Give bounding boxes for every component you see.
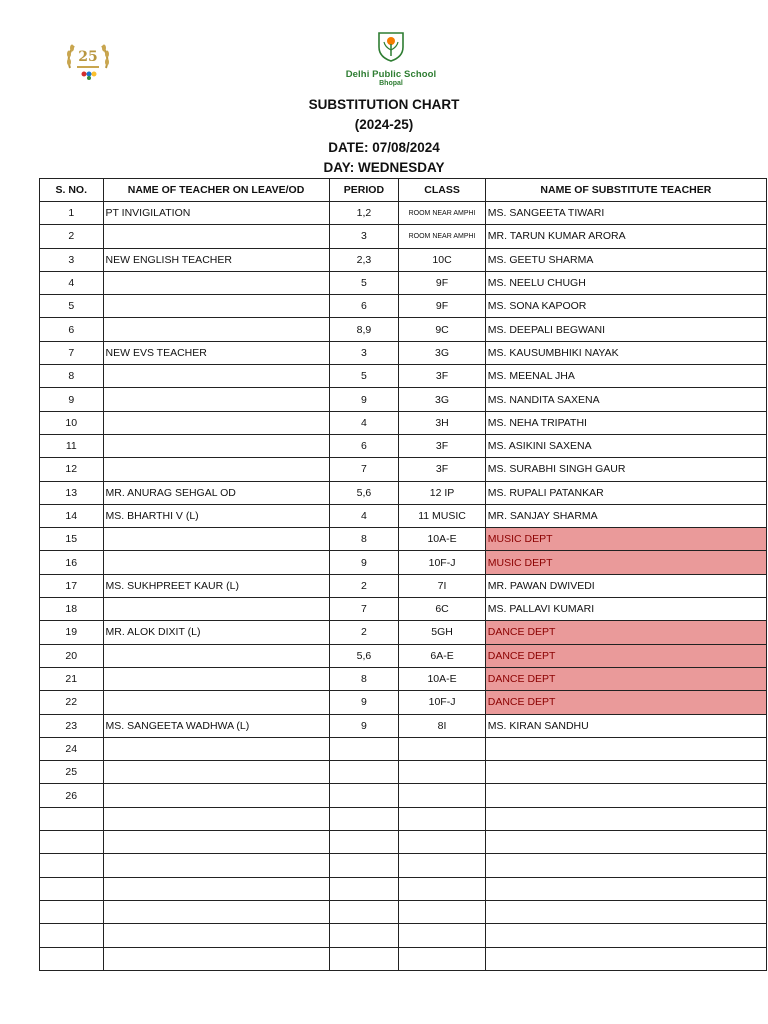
serial-number-cell: 6 [40, 318, 104, 341]
column-header: CLASS [399, 179, 485, 202]
substitute-teacher-cell [485, 807, 766, 830]
class-cell: 10F-J [399, 551, 485, 574]
class-cell [399, 784, 485, 807]
serial-number-cell [40, 877, 104, 900]
teacher-on-leave-cell [103, 737, 329, 760]
teacher-on-leave-cell [103, 225, 329, 248]
teacher-on-leave-cell [103, 411, 329, 434]
substitute-teacher-cell: DANCE DEPT [485, 667, 766, 690]
period-cell: 6 [329, 295, 399, 318]
class-cell: 12 IP [399, 481, 485, 504]
day-label: DAY: WEDNESDAY [323, 160, 445, 175]
period-cell: 4 [329, 411, 399, 434]
table-row [40, 737, 767, 760]
class-cell [399, 924, 485, 947]
class-cell: 3G [399, 341, 485, 364]
teacher-on-leave-cell [103, 644, 329, 667]
class-cell: 10F-J [399, 691, 485, 714]
teacher-on-leave-cell: MS. SUKHPREET KAUR (L) [103, 574, 329, 597]
serial-number-cell: 8 [40, 365, 104, 388]
substitute-teacher-cell: MR. PAWAN DWIVEDI [485, 574, 766, 597]
table-row [40, 691, 767, 714]
period-cell [329, 924, 399, 947]
teacher-on-leave-cell [103, 434, 329, 457]
table-row [40, 714, 767, 737]
class-cell [399, 947, 485, 970]
period-cell: 5 [329, 365, 399, 388]
class-cell: 9F [399, 271, 485, 294]
substitute-teacher-cell [485, 831, 766, 854]
period-cell: 3 [329, 225, 399, 248]
substitute-teacher-cell [485, 947, 766, 970]
substitute-teacher-cell: MS. KIRAN SANDHU [485, 714, 766, 737]
period-cell: 3 [329, 341, 399, 364]
period-cell: 9 [329, 714, 399, 737]
class-cell: ROOM NEAR AMPHI [399, 202, 485, 225]
table-row [40, 784, 767, 807]
teacher-on-leave-cell [103, 318, 329, 341]
class-cell: 9F [399, 295, 485, 318]
serial-number-cell [40, 854, 104, 877]
period-cell: 7 [329, 598, 399, 621]
serial-number-cell: 25 [40, 761, 104, 784]
serial-number-cell: 5 [40, 295, 104, 318]
period-cell [329, 761, 399, 784]
serial-number-cell: 4 [40, 271, 104, 294]
table-row [40, 341, 767, 364]
chart-title: SUBSTITUTION CHART [308, 97, 460, 112]
table-row [40, 574, 767, 597]
period-cell [329, 737, 399, 760]
period-cell [329, 900, 399, 923]
serial-number-cell: 11 [40, 434, 104, 457]
table-row [40, 831, 767, 854]
substitute-teacher-cell: MS. NANDITA SAXENA [485, 388, 766, 411]
table-row [40, 458, 767, 481]
substitute-teacher-cell [485, 761, 766, 784]
table-row [40, 761, 767, 784]
table-row [40, 295, 767, 318]
class-cell: 3F [399, 458, 485, 481]
class-cell: 3H [399, 411, 485, 434]
column-header: NAME OF TEACHER ON LEAVE/OD [103, 179, 329, 202]
substitute-teacher-cell: MS. RUPALI PATANKAR [485, 481, 766, 504]
table-row [40, 434, 767, 457]
serial-number-cell: 1 [40, 202, 104, 225]
table-row [40, 807, 767, 830]
table-row [40, 388, 767, 411]
teacher-on-leave-cell [103, 295, 329, 318]
period-cell: 4 [329, 504, 399, 527]
teacher-on-leave-cell [103, 924, 329, 947]
serial-number-cell: 26 [40, 784, 104, 807]
table-row [40, 667, 767, 690]
serial-number-cell: 23 [40, 714, 104, 737]
serial-number-cell: 21 [40, 667, 104, 690]
teacher-on-leave-cell: NEW EVS TEACHER [103, 341, 329, 364]
serial-number-cell: 15 [40, 528, 104, 551]
serial-number-cell: 13 [40, 481, 104, 504]
period-cell [329, 854, 399, 877]
teacher-on-leave-cell [103, 691, 329, 714]
class-cell: 6A-E [399, 644, 485, 667]
substitute-teacher-cell: MS. DEEPALI BEGWANI [485, 318, 766, 341]
substitute-teacher-cell [485, 737, 766, 760]
table-body [40, 202, 767, 971]
teacher-on-leave-cell: NEW ENGLISH TEACHER [103, 248, 329, 271]
substitute-teacher-cell: MS. SONA KAPOOR [485, 295, 766, 318]
table-row [40, 271, 767, 294]
class-cell [399, 900, 485, 923]
substitute-teacher-cell [485, 900, 766, 923]
serial-number-cell: 2 [40, 225, 104, 248]
teacher-on-leave-cell [103, 900, 329, 923]
table-row [40, 528, 767, 551]
class-cell: 11 MUSIC [399, 504, 485, 527]
class-cell: ROOM NEAR AMPHI [399, 225, 485, 248]
period-cell [329, 877, 399, 900]
teacher-on-leave-cell [103, 365, 329, 388]
teacher-on-leave-cell [103, 807, 329, 830]
substitute-teacher-cell: MUSIC DEPT [485, 528, 766, 551]
teacher-on-leave-cell [103, 761, 329, 784]
class-cell: 10A-E [399, 528, 485, 551]
teacher-on-leave-cell: MS. SANGEETA WADHWA (L) [103, 714, 329, 737]
period-cell [329, 831, 399, 854]
serial-number-cell: 3 [40, 248, 104, 271]
column-header: PERIOD [329, 179, 399, 202]
serial-number-cell: 22 [40, 691, 104, 714]
class-cell: 8I [399, 714, 485, 737]
anniversary-logo [60, 38, 116, 84]
serial-number-cell: 19 [40, 621, 104, 644]
teacher-on-leave-cell [103, 877, 329, 900]
table-row [40, 877, 767, 900]
table-row [40, 551, 767, 574]
class-cell: 6C [399, 598, 485, 621]
serial-number-cell: 18 [40, 598, 104, 621]
substitute-teacher-cell: MS. MEENAL JHA [485, 365, 766, 388]
school-city: Bhopal [379, 80, 403, 87]
period-cell: 9 [329, 388, 399, 411]
date-label: DATE: 07/08/2024 [328, 140, 440, 155]
class-cell: 10C [399, 248, 485, 271]
period-cell: 7 [329, 458, 399, 481]
class-cell [399, 831, 485, 854]
table-row [40, 318, 767, 341]
serial-number-cell: 9 [40, 388, 104, 411]
column-header: NAME OF SUBSTITUTE TEACHER [485, 179, 766, 202]
period-cell [329, 947, 399, 970]
serial-number-cell [40, 947, 104, 970]
substitute-teacher-cell: MS. NEELU CHUGH [485, 271, 766, 294]
period-cell [329, 784, 399, 807]
substitute-teacher-cell [485, 854, 766, 877]
substitute-teacher-cell: MR. TARUN KUMAR ARORA [485, 225, 766, 248]
period-cell: 8 [329, 528, 399, 551]
serial-number-cell: 12 [40, 458, 104, 481]
period-cell: 9 [329, 691, 399, 714]
substitute-teacher-cell: MS. GEETU SHARMA [485, 248, 766, 271]
substitute-teacher-cell [485, 924, 766, 947]
serial-number-cell: 24 [40, 737, 104, 760]
school-name: Delhi Public School [345, 69, 437, 80]
period-cell: 5,6 [329, 644, 399, 667]
substitute-teacher-cell: MS. SURABHI SINGH GAUR [485, 458, 766, 481]
class-cell: 3F [399, 434, 485, 457]
table-row [40, 947, 767, 970]
substitute-teacher-cell: MS. ASIKINI SAXENA [485, 434, 766, 457]
teacher-on-leave-cell [103, 551, 329, 574]
serial-number-cell: 17 [40, 574, 104, 597]
substitute-teacher-cell: MS. SANGEETA TIWARI [485, 202, 766, 225]
substitute-teacher-cell: MUSIC DEPT [485, 551, 766, 574]
substitute-teacher-cell [485, 877, 766, 900]
serial-number-cell: 14 [40, 504, 104, 527]
period-cell: 5 [329, 271, 399, 294]
serial-number-cell: 7 [40, 341, 104, 364]
teacher-on-leave-cell [103, 667, 329, 690]
period-cell: 1,2 [329, 202, 399, 225]
substitute-teacher-cell: MS. PALLAVI KUMARI [485, 598, 766, 621]
serial-number-cell [40, 924, 104, 947]
serial-number-cell [40, 831, 104, 854]
substitution-table [39, 178, 767, 971]
class-cell [399, 854, 485, 877]
class-cell: 7I [399, 574, 485, 597]
table-row [40, 365, 767, 388]
table-row [40, 900, 767, 923]
serial-number-cell: 16 [40, 551, 104, 574]
teacher-on-leave-cell [103, 598, 329, 621]
teacher-on-leave-cell: MR. ANURAG SEHGAL OD [103, 481, 329, 504]
teacher-on-leave-cell: PT INVIGILATION [103, 202, 329, 225]
class-cell [399, 737, 485, 760]
teacher-on-leave-cell [103, 271, 329, 294]
teacher-on-leave-cell [103, 854, 329, 877]
table-row [40, 598, 767, 621]
table-row [40, 504, 767, 527]
table-row [40, 621, 767, 644]
table-row [40, 924, 767, 947]
period-cell: 2 [329, 621, 399, 644]
table-row [40, 248, 767, 271]
period-cell: 8,9 [329, 318, 399, 341]
table-row [40, 202, 767, 225]
table-row [40, 481, 767, 504]
class-cell [399, 807, 485, 830]
substitute-teacher-cell: DANCE DEPT [485, 691, 766, 714]
substitute-teacher-cell: MS. KAUSUMBHIKI NAYAK [485, 341, 766, 364]
serial-number-cell: 20 [40, 644, 104, 667]
teacher-on-leave-cell [103, 784, 329, 807]
period-cell: 2,3 [329, 248, 399, 271]
substitute-teacher-cell: MR. SANJAY SHARMA [485, 504, 766, 527]
teacher-on-leave-cell [103, 388, 329, 411]
serial-number-cell: 10 [40, 411, 104, 434]
period-cell: 9 [329, 551, 399, 574]
period-cell: 8 [329, 667, 399, 690]
period-cell: 2 [329, 574, 399, 597]
table-row [40, 854, 767, 877]
school-logo [336, 30, 446, 90]
substitute-teacher-cell: DANCE DEPT [485, 644, 766, 667]
class-cell [399, 877, 485, 900]
teacher-on-leave-cell [103, 458, 329, 481]
teacher-on-leave-cell: MR. ALOK DIXIT (L) [103, 621, 329, 644]
serial-number-cell [40, 900, 104, 923]
teacher-on-leave-cell: MS. BHARTHI V (L) [103, 504, 329, 527]
column-header: S. NO. [40, 179, 104, 202]
period-cell: 6 [329, 434, 399, 457]
table-row [40, 644, 767, 667]
teacher-on-leave-cell [103, 831, 329, 854]
serial-number-cell [40, 807, 104, 830]
table-row [40, 411, 767, 434]
class-cell [399, 761, 485, 784]
table-row [40, 225, 767, 248]
teacher-on-leave-cell [103, 528, 329, 551]
class-cell: 3F [399, 365, 485, 388]
class-cell: 10A-E [399, 667, 485, 690]
period-cell: 5,6 [329, 481, 399, 504]
period-cell [329, 807, 399, 830]
anniversary-logo-text: 25 [78, 49, 98, 65]
school-crest-icon [376, 30, 406, 62]
class-cell: 3G [399, 388, 485, 411]
table-header-row [40, 179, 767, 202]
substitute-teacher-cell: DANCE DEPT [485, 621, 766, 644]
session-label: (2024-25) [354, 117, 414, 132]
teacher-on-leave-cell [103, 947, 329, 970]
substitute-teacher-cell [485, 784, 766, 807]
substitute-teacher-cell: MS. NEHA TRIPATHI [485, 411, 766, 434]
class-cell: 9C [399, 318, 485, 341]
class-cell: 5GH [399, 621, 485, 644]
